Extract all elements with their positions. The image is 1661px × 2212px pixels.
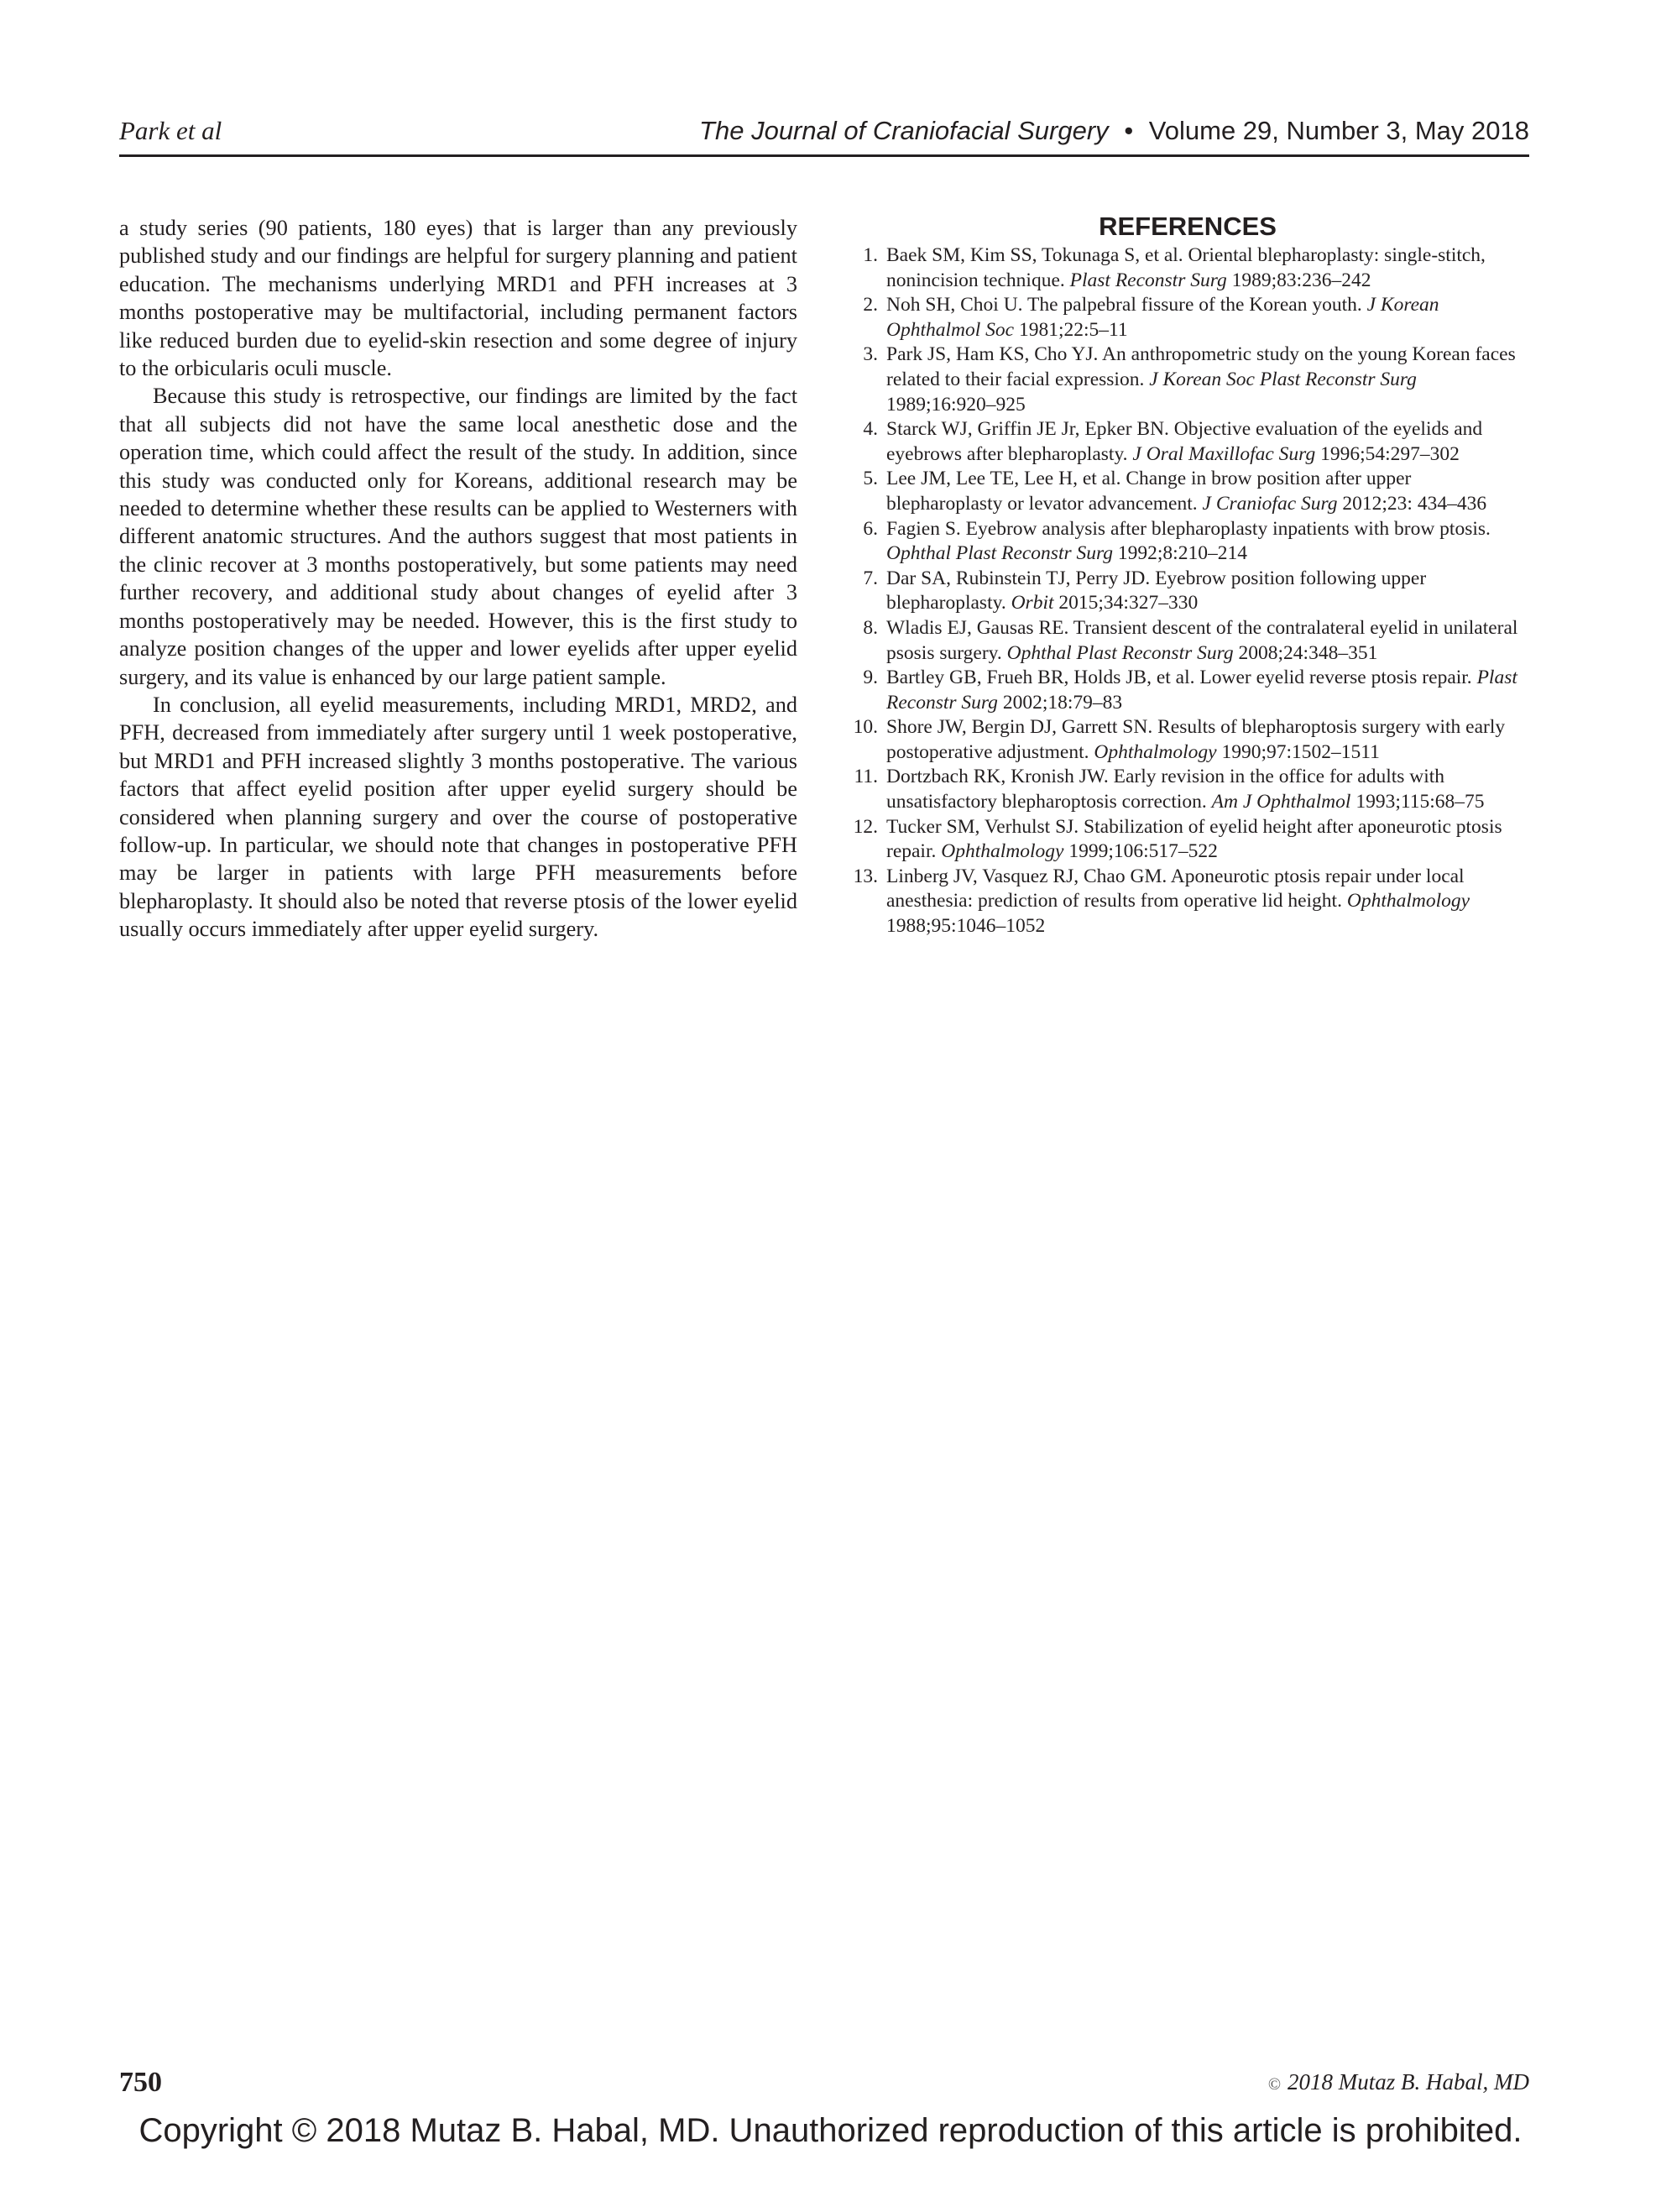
reference-text: Noh SH, Choi U. The palpebral fissure of the Korean youth.: [886, 294, 1367, 316]
reference-journal: Orbit: [1011, 592, 1054, 614]
running-header-author: Park et al: [119, 116, 222, 145]
reference-number: 12.: [853, 815, 878, 838]
reference-item: [846, 815, 1529, 865]
copyright-notice: Copyright © 2018 Mutaz B. Habal, MD. Unauthorized reproduction of this article is prohibited.: [138, 2112, 1523, 2149]
body-text-column: [119, 214, 797, 944]
reference-citation: 1992;8:210–214: [1113, 542, 1247, 565]
reference-text: Park JS, Ham KS, Cho YJ. An anthropometric study on the young Korean faces related to their facial expression.: [886, 343, 1516, 390]
reference-journal: Am J Ophthalmol: [1211, 791, 1351, 813]
reference-citation: 1990;97:1502–1511: [1216, 740, 1380, 763]
reference-citation: 1989;83:236–242: [1226, 269, 1371, 291]
reference-text: Shore JW, Bergin DJ, Garrett SN. Results of blepharoptosis surgery with early postoperative adjustment.: [886, 716, 1506, 763]
reference-citation: 1999;106:517–522: [1063, 840, 1218, 863]
reference-number: 2.: [863, 294, 878, 316]
reference-item: [846, 343, 1529, 417]
reference-number: 9.: [863, 667, 878, 689]
reference-item: [846, 666, 1529, 715]
reference-text: Dortzbach RK, Kronish JW. Early revision in the office for adults with unsatisfactory blepharoptosis correction.: [886, 766, 1445, 813]
references-heading: REFERENCES: [1099, 212, 1277, 241]
reference-citation: 1981;22:5–11: [1014, 318, 1128, 341]
reference-text: Wladis EJ, Gausas RE. Transient descent of the contralateral eyelid in unilateral psosis surgery.: [886, 616, 1518, 664]
reference-item: [846, 293, 1529, 343]
reference-item: [846, 517, 1529, 567]
reference-journal: Plast Reconstr Surg: [1069, 269, 1227, 291]
reference-citation: 1996;54:297–302: [1315, 442, 1460, 465]
reference-number: 3.: [863, 343, 878, 366]
journal-name: The Journal of Craniofacial Surgery: [699, 116, 1109, 145]
reference-journal: Plast Reconstr Surg: [886, 667, 1517, 714]
reference-citation: 1988;95:1046–1052: [886, 915, 1046, 938]
reference-number: 13.: [853, 865, 878, 887]
body-paragraph: Because this study is retrospective, our findings are limited by the fact that all subjects did not have the same local anesthetic dose and the operation time, which could affect the result of the study. In addition, since this study was conducted only for Koreans, additional research may be needed to determine whether these results can be applied to Westerners with different anatomic structures. And the authors suggest that most patients in the clinic recover at 3 months postoperatively, but some patients may need further recovery, and additional study about changes of eyelid after 3 months postoperatively may be needed. However, this is the first study to analyze position changes of the upper and lower eyelids after upper eyelid surgery, and its value is enhanced by our large patient sample.: [119, 384, 797, 689]
reference-item: [846, 467, 1529, 516]
running-header-journal-info: [699, 116, 1529, 146]
journal-issue: Volume 29, Number 3, May 2018: [1148, 116, 1529, 145]
reference-item: [846, 567, 1529, 616]
reference-item: [846, 243, 1529, 293]
reference-text: Starck WJ, Griffin JE Jr, Epker BN. Objective evaluation of the eyelids and eyebrows after blepharoplasty.: [886, 418, 1483, 465]
reference-number: 8.: [863, 616, 878, 639]
reference-number: 6.: [863, 517, 878, 540]
body-paragraph: In conclusion, all eyelid measurements, including MRD1, MRD2, and PFH, decreased from immediately after surgery until 1 week postoperative, but MRD1 and PFH increased slightly 3 months postoperative. The various factors that affect eyelid position after upper eyelid surgery should be considered when planning surgery and over the course of postoperative follow-up. In particular, we should note that changes in postoperative PFH may be larger in patients with large PFH measurements before blepharoplasty. It should also be noted that reverse ptosis of the lower eyelid usually occurs immediately after upper eyelid surgery.: [119, 692, 797, 942]
references-list: [846, 243, 1529, 939]
reference-text: Tucker SM, Verhulst SJ. Stabilization of eyelid height after aponeurotic ptosis repair.: [886, 815, 1502, 863]
reference-citation: 2015;34:327–330: [1053, 592, 1199, 614]
reference-number: 7.: [863, 567, 878, 589]
reference-number: 11.: [854, 766, 878, 788]
reference-journal: Ophthalmology: [1094, 740, 1217, 763]
reference-citation: 1989;16:920–925: [886, 393, 1026, 416]
reference-text: Bartley GB, Frueh BR, Holds JB, et al. Lower eyelid reverse ptosis repair.: [886, 667, 1477, 689]
reference-journal: J Korean Soc Plast Reconstr Surg: [1149, 368, 1417, 390]
reference-item: [846, 765, 1529, 814]
header-bullet: •: [1124, 116, 1134, 145]
reference-text: Baek SM, Kim SS, Tokunaga S, et al. Oriental blepharoplasty: single-stitch, nonincision technique.: [886, 244, 1486, 291]
reference-journal: J Oral Maxillofac Surg: [1132, 442, 1316, 465]
reference-citation: 1993;115:68–75: [1350, 791, 1485, 813]
reference-text: Lee JM, Lee TE, Lee H, et al. Change in brow position after upper blepharoplasty or levator advancement.: [886, 468, 1412, 515]
reference-number: 10.: [853, 716, 878, 739]
footer-copyright-text: 2018 Mutaz B. Habal, MD: [1288, 2069, 1529, 2094]
reference-number: 5.: [863, 468, 878, 490]
footer-copyright: [1268, 2069, 1529, 2095]
reference-citation: 2012;23: 434–436: [1337, 492, 1487, 515]
reference-journal: Ophthal Plast Reconstr Surg: [1006, 641, 1234, 664]
reference-journal: Ophthalmology: [1346, 890, 1470, 913]
running-header: [119, 116, 1529, 157]
reference-item: [846, 616, 1529, 666]
reference-number: 4.: [863, 418, 878, 441]
reference-citation: 2002;18:79–83: [997, 691, 1123, 714]
reference-text: Linberg JV, Vasquez RJ, Chao GM. Aponeurotic ptosis repair under local anesthesia: prediction of results from operative lid height.: [886, 865, 1465, 913]
body-paragraph: a study series (90 patients, 180 eyes) that is larger than any previously published study and our findings are helpful for surgery planning and patient education. The mechanisms underlying MRD1 and PFH increases at 3 months postoperative may be multifactorial, including permanent factors like reduced burden due to eyelid-skin resection and some degree of injury to the orbicularis oculi muscle.: [119, 216, 797, 381]
reference-number: 1.: [863, 244, 878, 266]
copyright-symbol: ©: [1267, 2075, 1282, 2094]
reference-journal: J Craniofac Surg: [1202, 492, 1338, 515]
reference-item: [846, 865, 1529, 939]
references-column: [846, 210, 1529, 939]
reference-citation: 2008;24:348–351: [1233, 641, 1378, 664]
reference-journal: Ophthal Plast Reconstr Surg: [886, 542, 1114, 565]
reference-journal: J Korean Ophthalmol Soc: [886, 294, 1439, 341]
reference-journal: Ophthalmology: [941, 840, 1064, 863]
page-number: 750: [119, 2067, 162, 2098]
reference-text: Fagien S. Eyebrow analysis after blepharoplasty inpatients with brow ptosis.: [886, 517, 1491, 540]
reference-item: [846, 417, 1529, 467]
reference-item: [846, 715, 1529, 765]
reference-text: Dar SA, Rubinstein TJ, Perry JD. Eyebrow position following upper blepharoplasty.: [886, 567, 1427, 614]
